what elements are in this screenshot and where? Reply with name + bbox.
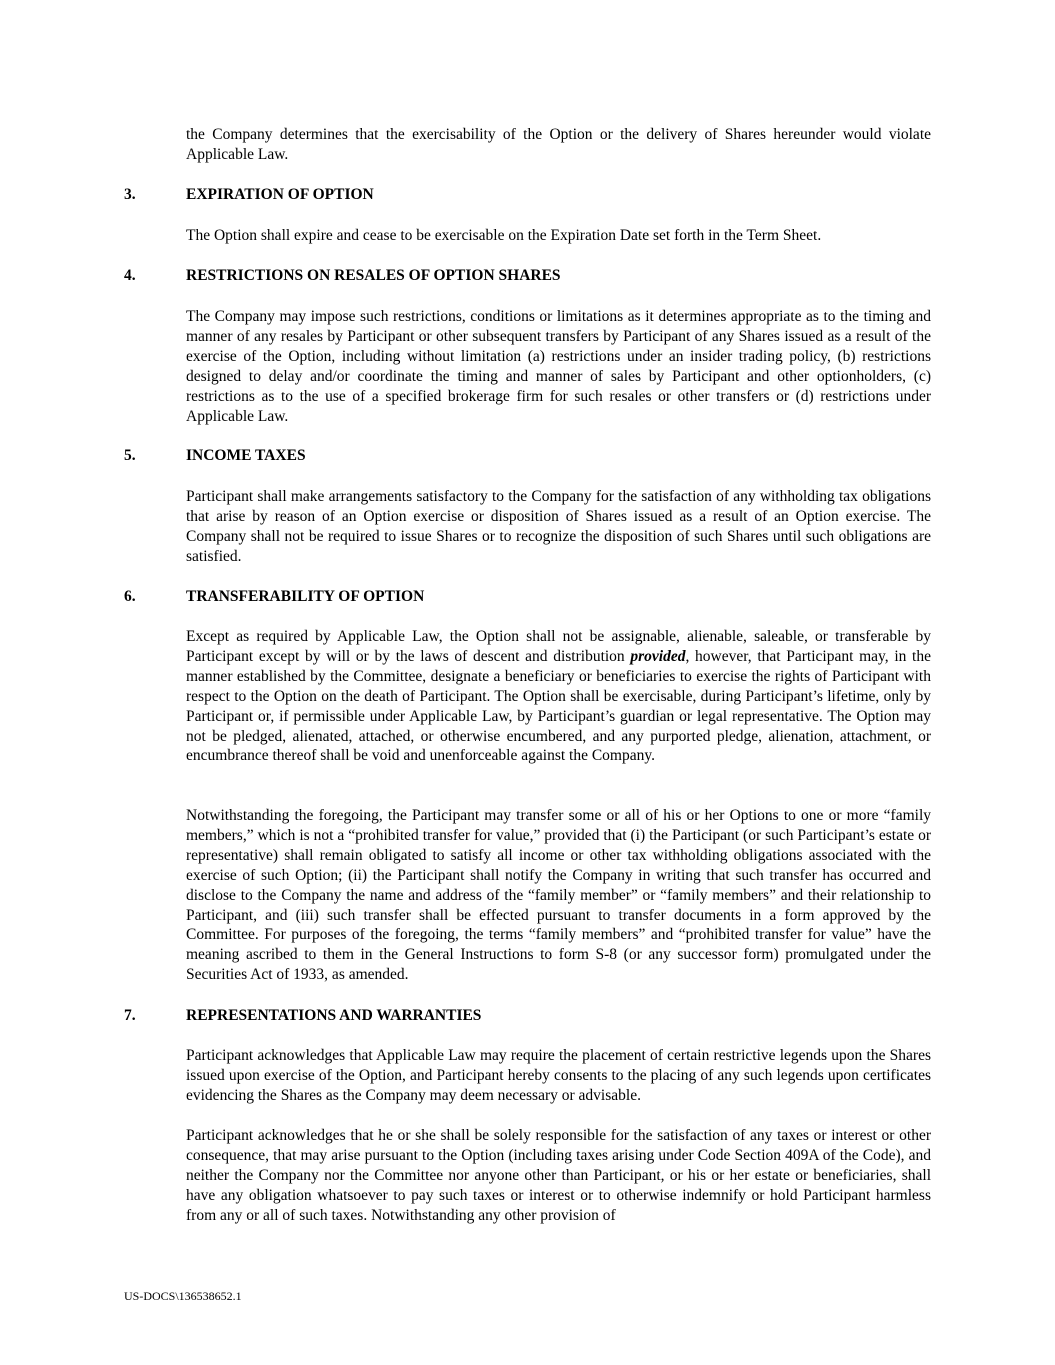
section-5-paragraph: Participant shall make arrangements satisfactory to the Company for the satisfaction of any withholding tax obligations that arise by reason of an Option exercise or disposition of Shares issued as a result of an Option exercise. The Company shall not be required to issue Shares or to recognize the disposition of such Shares until such obligations are satisfied.	[186, 488, 931, 565]
footer-doc-id: US-DOCS\136538652.1	[124, 1289, 242, 1303]
section-6-paragraph-1	[186, 627, 931, 766]
section-4-paragraph: The Company may impose such restrictions, conditions or limitations as it determines appropriate as to the timing and manner of any resales by Participant or other subsequent transfers by Participant of any Shares issued as a result of the exercise of the Option, including without limitation (a) restrictions under an insider trading policy, (b) restrictions designed to delay and/or coordinate the timing and manner of sales by Participant and other optionholders, (c) restrictions as to the use of a specified brokerage firm for such resales or other transfers or (d) restrictions under Applicable Law.	[186, 308, 931, 425]
section-title: REPRESENTATIONS AND WARRANTIES	[186, 1007, 482, 1024]
section-7-heading	[124, 1006, 481, 1026]
section-number: 4.	[124, 267, 136, 284]
section-3-paragraph: The Option shall expire and cease to be exercisable on the Expiration Date set forth in the Term Sheet.	[186, 227, 822, 244]
section-6-heading	[124, 587, 424, 607]
section-4-heading	[124, 266, 561, 286]
section-number: 3.	[124, 186, 136, 203]
section-number: 7.	[124, 1007, 136, 1024]
provided-emphasis: provided	[630, 647, 686, 665]
section-6-paragraph-2: Notwithstanding the foregoing, the Participant may transfer some or all of his or her Options to one or more “family members,” which is not a “prohibited transfer for value,” provided that (i) the Participant (or such Participant’s estate or representative) shall remain obligated to satisfy all income or other tax withholding obligations associated with the exercise of such Option; (ii) the Participant shall notify the Company in writing that such transfer has occurred and disclose to the Company the name and address of the “family member” or “family members” and their relationship to Participant, and (iii) such transfer shall be effected pursuant to transfer documents in a form approved by the Committee. For purposes of the foregoing, the terms “family members” and “prohibited transfer for value” have the meaning ascribed to them in the General Instructions to form S-8 (or any successor form) promulgated under the Securities Act of 1933, as amended.	[186, 807, 931, 984]
section-3-heading	[124, 185, 374, 205]
section-title: EXPIRATION OF OPTION	[186, 186, 374, 203]
section-number: 6.	[124, 588, 136, 605]
section-number: 5.	[124, 447, 136, 464]
paragraph-text: Except as required by Applicable Law, the Option shall not be assignable, alienable, saleable, or transferable by Participant except by will or by the laws of descent and distribution	[186, 628, 931, 665]
section-title: TRANSFERABILITY OF OPTION	[186, 588, 425, 605]
section-7-paragraph-1: Participant acknowledges that Applicable Law may require the placement of certain restrictive legends upon the Shares issued upon exercise of the Option, and Participant hereby consents to the placing of any such legends upon certificates evidencing the Shares as the Company may deem necessary or advisable.	[186, 1047, 931, 1104]
section-7-paragraph-2: Participant acknowledges that he or she shall be solely responsible for the satisfaction of any taxes or interest or other consequence, that may arise pursuant to the Option (including taxes arising under Code Section 409A of the Code), and neither the Company nor the Committee nor anyone other than Participant, or his or her estate or beneficiaries, shall have any obligation whatsoever to pay such taxes or interest or to otherwise indemnify or hold Participant harmless from any or all of such taxes. Notwithstanding any other provision of	[186, 1127, 931, 1224]
section-title: RESTRICTIONS ON RESALES OF OPTION SHARES	[186, 267, 561, 284]
paragraph-text: , however, that Participant may, in the manner established by the Committee, designate a beneficiary or beneficiaries to exercise the rights of Participant with respect to the Option on the death of Participant. The Option shall be exercisable, during Participant’s lifetime, only by Participant or, if permissible under Applicable Law, by Participant’s guardian or legal representative. The Option may not be pledged, alienated, attached, or otherwise encumbered, and any purported pledge, alienation, attachment, or encumbrance thereof shall be void and unenforceable against the Company.	[186, 647, 931, 765]
intro-paragraph: the Company determines that the exercisability of the Option or the delivery of Shares hereunder would violate Applicable Law.	[186, 126, 931, 163]
section-5-heading	[124, 446, 306, 466]
section-title: INCOME TAXES	[186, 447, 306, 464]
